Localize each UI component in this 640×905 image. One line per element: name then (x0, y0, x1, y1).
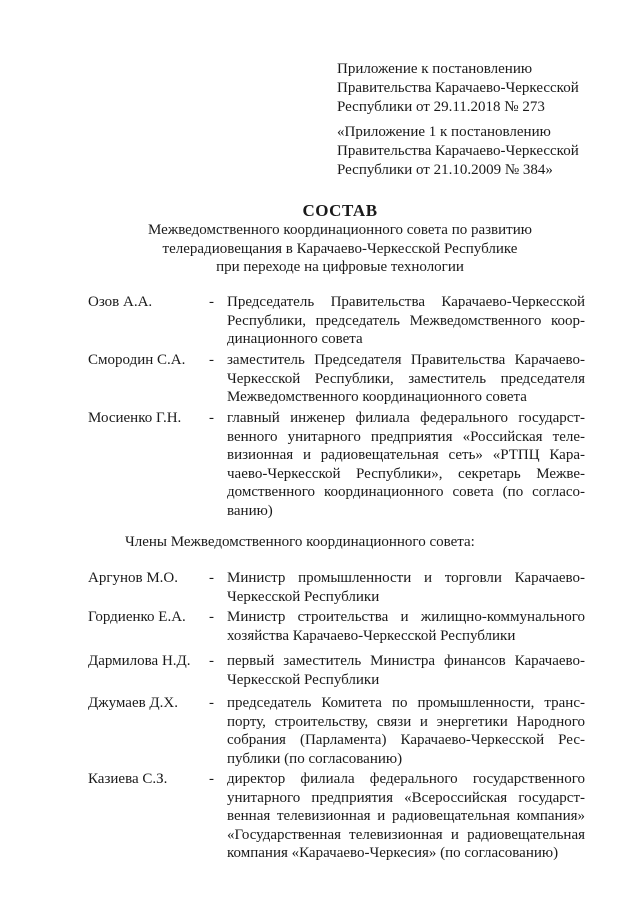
member-position-line: директор филиала федерального государственного (227, 771, 585, 787)
member-name: Озов А.А. (88, 294, 153, 310)
member-dash: - (209, 410, 214, 426)
member-position (227, 652, 585, 689)
member-position-line: Межведомственного координационного совета (227, 389, 527, 406)
appendix-line: Правительства Карачаево-Черкесской (337, 143, 579, 159)
document-heading: СОСТАВ (302, 201, 378, 220)
member-position (227, 351, 585, 407)
member-position (227, 293, 585, 349)
member-position-line: домственного координационного совета (по согласо- (227, 484, 585, 501)
member-dash: - (209, 609, 214, 625)
member-position-line: чаево-Черкесской Республики», секретарь Межве- (227, 465, 585, 482)
appendix-reference-old (337, 123, 627, 180)
appendix-reference-new (337, 60, 627, 117)
member-name: Казиева С.З. (88, 771, 168, 787)
member-position-line: Черкесской Республики, заместитель председателя (227, 370, 585, 387)
member-dash: - (209, 570, 214, 586)
member-position-line: Председатель Правительства Карачаево-Черкесской (227, 294, 585, 310)
member-position-line: «Государственная телевизионная и радиовещательная (227, 826, 585, 843)
member-position-line: венного унитарного предприятия «Российская теле- (227, 428, 585, 445)
appendix-line: Республики от 21.10.2009 № 384» (337, 162, 553, 178)
members-heading: Члены Межведомственного координационного совета: (125, 534, 475, 550)
member-position (227, 569, 585, 606)
member-position-line: Республики, председатель Межведомственного коор- (227, 312, 585, 329)
member-dash: - (209, 771, 214, 787)
member-name: Аргунов М.О. (88, 570, 179, 586)
member-dash: - (209, 352, 214, 368)
member-name: Гордиенко Е.А. (88, 609, 186, 625)
member-position (227, 694, 585, 768)
member-position-line: унитарного предприятия «Всероссийская государст- (227, 789, 585, 806)
member-position (227, 770, 585, 863)
document-title-block (70, 201, 610, 277)
member-name: Джумаев Д.Х. (88, 695, 178, 711)
member-name: Смородин С.А. (88, 352, 186, 368)
member-position-line: главный инженер филиала федерального государст- (227, 410, 585, 426)
member-position (227, 409, 585, 521)
member-position-line: компания «Карачаево-Черкесия» (по согласованию) (227, 845, 559, 862)
member-position-line: собрания (Парламента) Карачаево-Черкесской Рес- (227, 732, 585, 749)
member-name: Мосиенко Г.Н. (88, 410, 182, 426)
document-subtitle-line: Межведомственного координационного совета по развитию (148, 222, 532, 238)
member-position-line: ванию) (227, 502, 273, 519)
member-position-line: публики (по согласованию) (227, 750, 403, 767)
member-dash: - (209, 294, 214, 310)
member-name: Дармилова Н.Д. (88, 653, 191, 669)
member-position-line: порту, строительству, связи и энергетики Народного (227, 713, 585, 730)
member-position-line: Министр строительства и жилищно-коммунального (227, 609, 585, 625)
member-position-line: Черкесской Республики (227, 588, 380, 605)
appendix-line: Республики от 29.11.2018 № 273 (337, 99, 545, 115)
member-position-line: динационного совета (227, 331, 363, 348)
member-dash: - (209, 653, 214, 669)
document-subtitle-line: телерадиовещания в Карачаево-Черкесской Республике (162, 240, 518, 257)
member-position-line: заместитель Председателя Правительства Карачаево- (227, 352, 585, 368)
member-position-line: Министр промышленности и торговли Карачаево- (227, 570, 585, 586)
member-position-line: венная телевизионная и радиовещательная компания» (227, 808, 585, 825)
member-dash: - (209, 695, 214, 711)
appendix-line: «Приложение 1 к постановлению (337, 124, 551, 140)
appendix-line: Приложение к постановлению (337, 61, 533, 77)
member-position-line: визионная и радиовещательная сеть» «РТПЦ Кара- (227, 447, 585, 464)
member-position-line: хозяйства Карачаево-Черкесской Республики (227, 627, 516, 644)
member-position-line: председатель Комитета по промышленности, транс- (227, 695, 585, 711)
member-position (227, 608, 585, 645)
member-position-line: Черкесской Республики (227, 671, 380, 688)
appendix-line: Правительства Карачаево-Черкесской (337, 80, 579, 96)
document-subtitle-line: при переходе на цифровые технологии (216, 259, 464, 275)
member-position-line: первый заместитель Министра финансов Карачаево- (227, 653, 585, 669)
